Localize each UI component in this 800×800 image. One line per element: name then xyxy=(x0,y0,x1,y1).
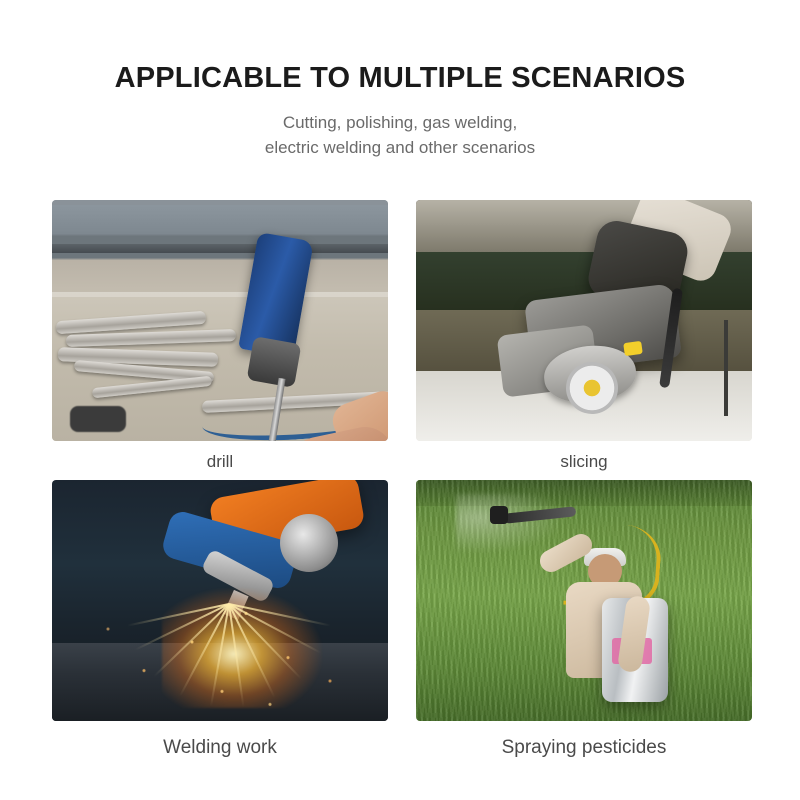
subtitle-line-1: Cutting, polishing, gas welding, xyxy=(282,113,518,133)
scenario-caption: drill xyxy=(206,452,234,471)
background-wire xyxy=(724,320,728,416)
spray-nozzle xyxy=(490,506,508,524)
spraying-photo xyxy=(416,480,752,721)
debris xyxy=(70,406,126,432)
spray-mist xyxy=(456,494,566,554)
drill-photo xyxy=(52,200,388,441)
scenario-grid xyxy=(52,200,752,759)
spark-particles xyxy=(72,590,372,720)
page-subtitle xyxy=(120,111,680,160)
scenario-caption: Spraying pesticides xyxy=(501,737,667,758)
scenario-item-drill xyxy=(52,200,388,472)
slicing-photo xyxy=(416,200,752,441)
scenario-caption: slicing xyxy=(560,452,608,471)
scenario-item-spraying xyxy=(416,480,752,759)
yellow-lever xyxy=(623,341,643,356)
page-title: APPLICABLE TO MULTIPLE SCENARIOS xyxy=(114,62,686,94)
scenario-item-welding xyxy=(52,480,388,759)
subtitle-line-2: electric welding and other scenarios xyxy=(264,137,536,157)
robot-joint xyxy=(280,514,338,572)
background-rail-secondary xyxy=(52,200,388,205)
drill-chuck xyxy=(247,336,302,388)
scenario-item-slicing xyxy=(416,200,752,472)
background-rail xyxy=(52,244,388,253)
scenario-caption: Welding work xyxy=(163,737,277,758)
welding-photo xyxy=(52,480,388,721)
